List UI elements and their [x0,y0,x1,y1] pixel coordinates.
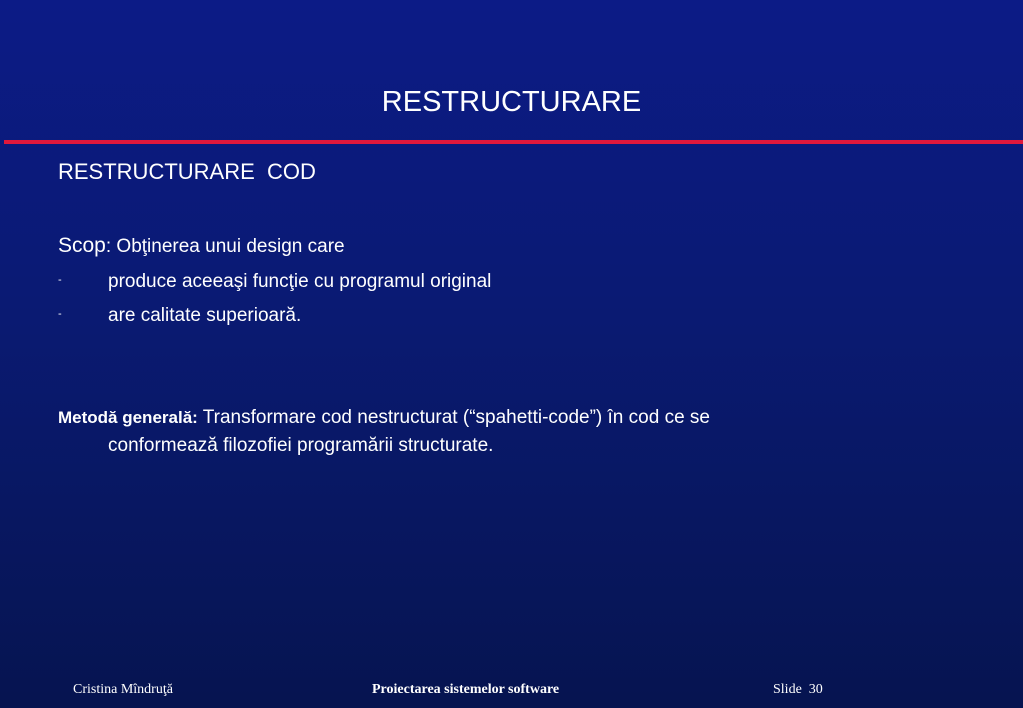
method-text-line1: Transformare cod nestructurat (“spahetti-code”) în cod ce se [197,407,710,428]
scope-colon: : [105,236,112,257]
method-text-line2: conformează filozofiei programării structurate. [108,435,494,456]
bullet-text: are calitate superioară. [108,305,302,326]
scope-line [58,232,345,261]
bullet-text: produce aceeaşi funcţie cu programul original [108,271,492,292]
method-paragraph [58,404,938,460]
slide-subtitle: RESTRUCTURARE COD [58,159,316,184]
footer-course-title: Proiectarea sistemelor software [372,682,560,697]
method-label: Metodă generală: [58,408,198,427]
bullet-marker: - [58,308,62,320]
scope-label: Scop [58,234,106,257]
slide-title: RESTRUCTURARE [381,86,642,118]
scope-text: Obţinerea unui design care [111,236,345,257]
title-divider [4,140,1023,144]
footer-author: Cristina Mîndruţă [73,682,173,697]
method-first-line [58,404,938,432]
footer-slide-number: Slide 30 [773,682,823,697]
bullet-marker: - [58,274,62,286]
